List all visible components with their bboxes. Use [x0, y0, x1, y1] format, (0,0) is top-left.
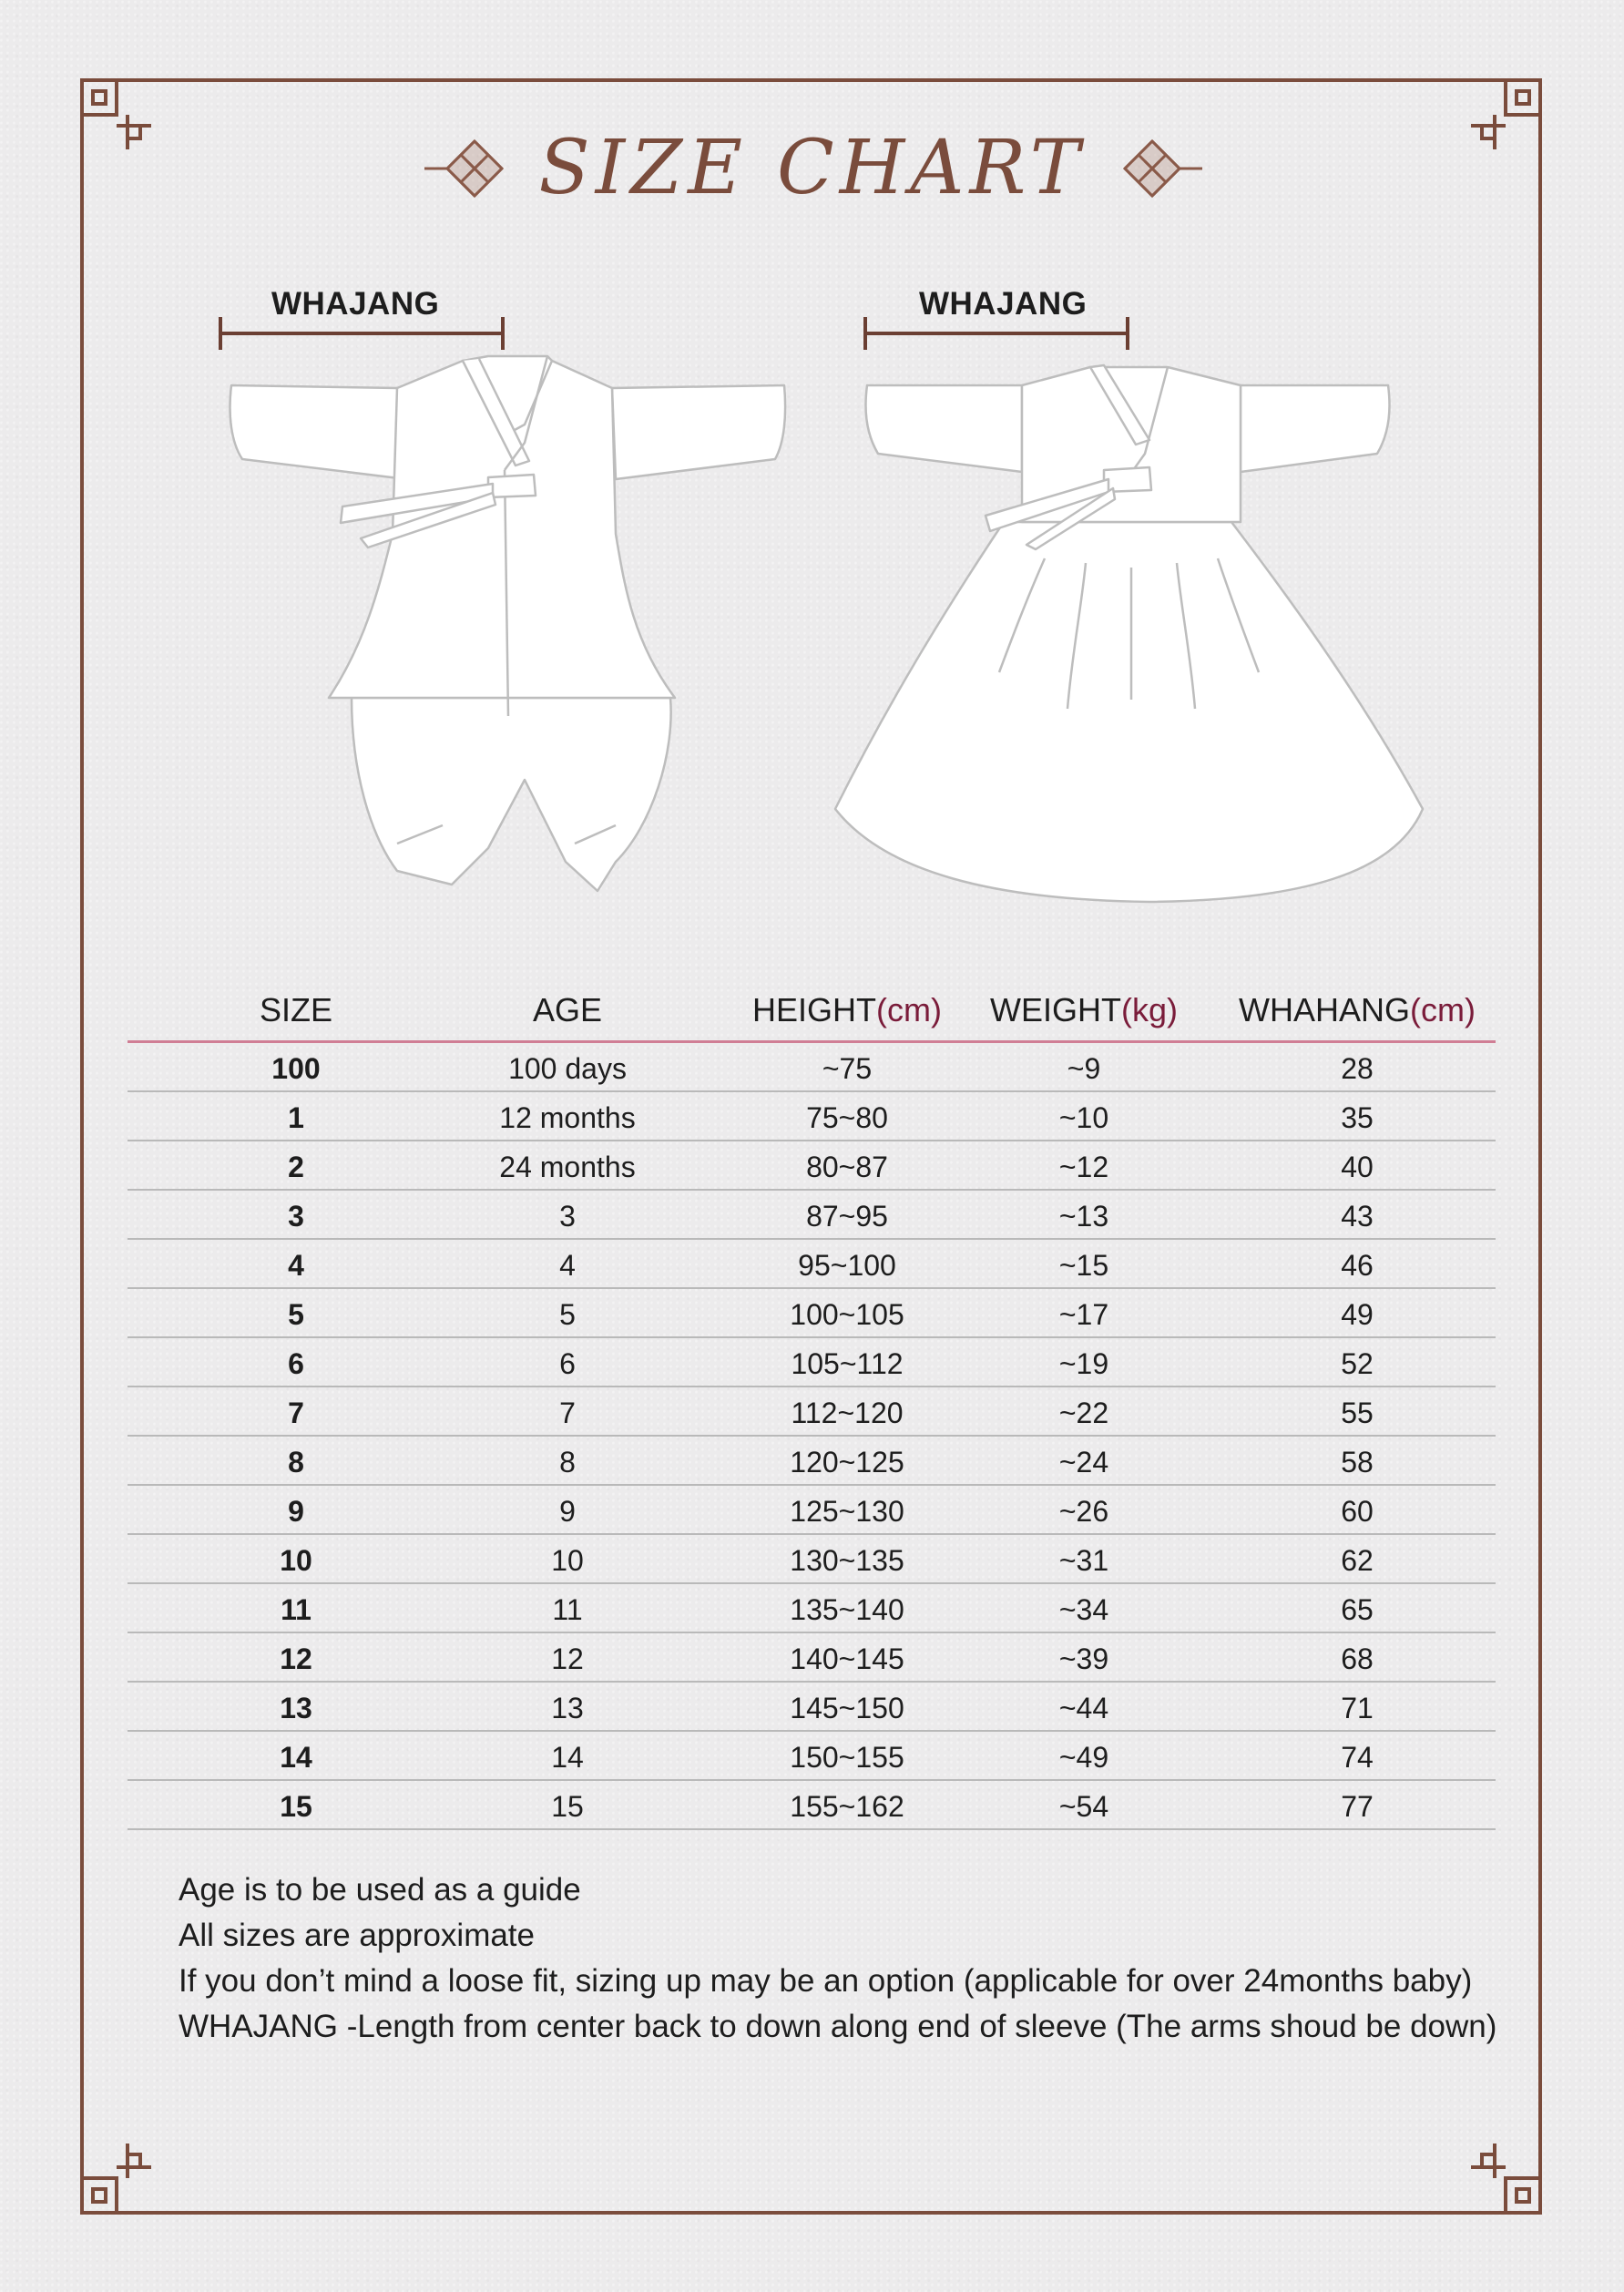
title-area	[0, 118, 1624, 219]
cell-size: 10	[280, 1544, 312, 1577]
cell-whahang: 68	[1341, 1642, 1374, 1675]
cell-weight: ~24	[1058, 1446, 1109, 1479]
whajang-label-right: WHAJANG	[919, 286, 1088, 322]
table-body	[128, 1043, 1496, 1830]
cell-weight: ~9	[1067, 1052, 1101, 1085]
cell-whahang: 35	[1341, 1101, 1374, 1134]
header-whahang: WHAHANG(cm)	[1239, 991, 1476, 1028]
cell-height: 140~145	[790, 1642, 904, 1675]
cell-size: 8	[288, 1446, 304, 1479]
header-size: SIZE	[259, 991, 333, 1028]
table-row	[128, 1535, 1496, 1584]
cell-height: 155~162	[790, 1790, 904, 1823]
table-row	[128, 1191, 1496, 1240]
cell-weight: ~19	[1058, 1347, 1109, 1380]
cell-height: 150~155	[790, 1741, 904, 1774]
cell-size: 13	[280, 1692, 312, 1724]
cell-weight: ~12	[1058, 1151, 1109, 1183]
corner-fret-icon	[1469, 2142, 1542, 2215]
table-row	[128, 1240, 1496, 1289]
cell-size: 4	[288, 1249, 304, 1282]
table-header	[128, 984, 1496, 1040]
whajang-label-left: WHAJANG	[271, 286, 440, 322]
table-row	[128, 1732, 1496, 1781]
cell-age: 12	[551, 1642, 584, 1675]
table-row	[128, 1437, 1496, 1486]
cell-size: 1	[288, 1101, 304, 1134]
girl-hanbok-icon	[831, 363, 1432, 909]
cell-weight: ~13	[1058, 1200, 1109, 1233]
cell-size: 100	[271, 1052, 321, 1085]
note-line: Age is to be used as a guide	[179, 1872, 581, 1908]
table-row	[128, 1338, 1496, 1387]
whajang-measure-line-left	[220, 332, 505, 335]
table-row	[128, 1584, 1496, 1633]
cell-size: 3	[288, 1200, 304, 1233]
boy-hanbok-icon	[215, 352, 798, 898]
cell-height: 100~105	[790, 1298, 904, 1331]
cell-size: 6	[288, 1347, 304, 1380]
table-row	[128, 1633, 1496, 1683]
cell-age: 9	[559, 1495, 576, 1528]
cell-age: 6	[559, 1347, 576, 1380]
cell-whahang: 49	[1341, 1298, 1374, 1331]
cell-size: 15	[280, 1790, 312, 1823]
cell-whahang: 71	[1341, 1692, 1374, 1724]
cell-height: 112~120	[791, 1397, 904, 1429]
cell-size: 5	[288, 1298, 304, 1331]
endless-knot-icon	[1102, 135, 1202, 202]
cell-age: 100 days	[508, 1052, 627, 1085]
cell-age: 24 months	[499, 1151, 636, 1183]
measure-tick	[1126, 317, 1129, 350]
cell-height: 125~130	[790, 1495, 904, 1528]
header-age: AGE	[532, 991, 603, 1028]
table-row	[128, 1289, 1496, 1338]
cell-age: 7	[559, 1397, 576, 1429]
cell-whahang: 58	[1341, 1446, 1374, 1479]
cell-height: 105~112	[791, 1347, 904, 1380]
cell-size: 14	[280, 1741, 312, 1774]
cell-weight: ~26	[1058, 1495, 1109, 1528]
cell-weight: ~34	[1058, 1593, 1109, 1626]
header-height: HEIGHT(cm)	[752, 991, 942, 1028]
cell-weight: ~10	[1058, 1101, 1109, 1134]
table-row	[128, 1387, 1496, 1437]
table-row	[128, 1683, 1496, 1732]
table-row	[128, 1092, 1496, 1141]
cell-weight: ~17	[1058, 1298, 1109, 1331]
table-row	[128, 1043, 1496, 1092]
cell-whahang: 74	[1341, 1741, 1374, 1774]
cell-weight: ~31	[1058, 1544, 1109, 1577]
table-row	[128, 1141, 1496, 1191]
cell-whahang: 60	[1341, 1495, 1374, 1528]
cell-whahang: 65	[1341, 1593, 1374, 1626]
cell-age: 5	[559, 1298, 576, 1331]
table-row	[128, 1781, 1496, 1830]
cell-age: 13	[551, 1692, 584, 1724]
cell-height: 145~150	[790, 1692, 904, 1724]
cell-whahang: 40	[1341, 1151, 1374, 1183]
cell-whahang: 52	[1341, 1347, 1374, 1380]
whajang-measure-line-right	[865, 332, 1129, 335]
notes-section	[179, 1867, 1496, 2050]
cell-age: 11	[552, 1593, 583, 1626]
cell-weight: ~22	[1058, 1397, 1109, 1429]
note-line: All sizes are approximate	[179, 1918, 535, 1953]
cell-whahang: 55	[1341, 1397, 1374, 1429]
header-weight: WEIGHT(kg)	[990, 991, 1178, 1028]
table-row	[128, 1486, 1496, 1535]
cell-age: 14	[551, 1741, 584, 1774]
measure-tick	[219, 317, 222, 350]
cell-age: 3	[559, 1200, 576, 1233]
cell-age: 12 months	[499, 1101, 636, 1134]
cell-age: 4	[559, 1249, 576, 1282]
cell-height: 120~125	[790, 1446, 904, 1479]
measure-tick	[501, 317, 505, 350]
cell-height: 95~100	[798, 1249, 896, 1282]
cell-height: 80~87	[806, 1151, 888, 1183]
cell-height: 75~80	[806, 1101, 888, 1134]
cell-size: 9	[288, 1495, 304, 1528]
size-table	[128, 984, 1496, 1830]
cell-size: 11	[281, 1593, 312, 1626]
corner-fret-icon	[80, 2142, 153, 2215]
cell-size: 2	[288, 1151, 304, 1183]
cell-whahang: 62	[1341, 1544, 1374, 1577]
cell-age: 8	[559, 1446, 576, 1479]
cell-height: 130~135	[790, 1544, 904, 1577]
cell-height: ~75	[822, 1052, 873, 1085]
cell-weight: ~54	[1058, 1790, 1109, 1823]
cell-whahang: 43	[1341, 1200, 1374, 1233]
page-title: SIZE CHART	[538, 125, 1086, 211]
cell-weight: ~15	[1058, 1249, 1109, 1282]
cell-size: 7	[288, 1397, 304, 1429]
cell-whahang: 77	[1341, 1790, 1374, 1823]
cell-age: 10	[551, 1544, 584, 1577]
measure-tick	[863, 317, 867, 350]
cell-age: 15	[551, 1790, 584, 1823]
cell-height: 135~140	[790, 1593, 904, 1626]
note-line: WHAJANG -Length from center back to down along end of sleeve (The arms shoud be down)	[179, 2009, 1497, 2044]
cell-weight: ~39	[1058, 1642, 1109, 1675]
cell-whahang: 28	[1341, 1052, 1374, 1085]
note-line: If you don’t mind a loose fit, sizing up may be an option (applicable for over 24months baby)	[179, 1963, 1473, 1999]
cell-weight: ~49	[1058, 1741, 1109, 1774]
cell-weight: ~44	[1058, 1692, 1109, 1724]
cell-whahang: 46	[1341, 1249, 1374, 1282]
cell-size: 12	[280, 1642, 312, 1675]
cell-height: 87~95	[806, 1200, 888, 1233]
